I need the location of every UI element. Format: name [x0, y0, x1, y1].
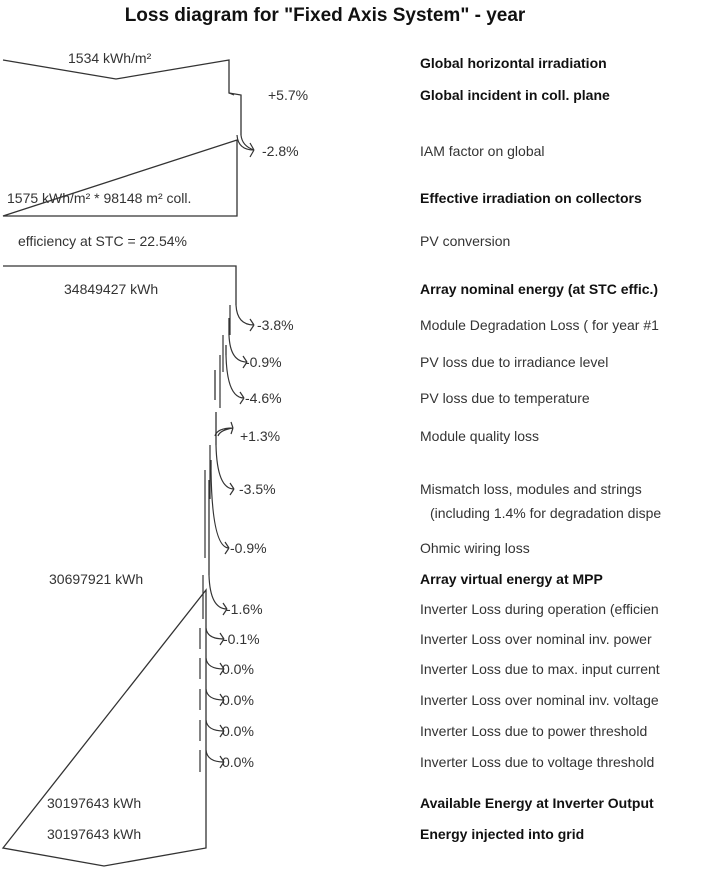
step-percent: -3.5% — [239, 481, 276, 497]
step-percent: -3.8% — [257, 317, 294, 333]
row-label: Effective irradiation on collectors — [420, 190, 642, 206]
row-label: Array virtual energy at MPP — [420, 571, 603, 587]
step-percent: -0.1% — [223, 631, 260, 647]
gain-arrow — [215, 422, 233, 436]
stc-efficiency-value: efficiency at STC = 22.54% — [18, 233, 187, 249]
loss-arrow — [200, 658, 224, 679]
row-label: Inverter Loss over nominal inv. power — [420, 631, 652, 647]
row-label: PV loss due to irradiance level — [420, 354, 609, 370]
step-percent: 0.0% — [222, 661, 254, 677]
row-label: Module quality loss — [420, 428, 540, 444]
row-label: Global horizontal irradiation — [420, 55, 607, 71]
row-label: Module Degradation Loss ( for year #1 — [420, 317, 659, 333]
row-label: Ohmic wiring loss — [420, 540, 530, 556]
row-label: Available Energy at Inverter Output — [420, 795, 654, 811]
step-percent: 0.0% — [222, 692, 254, 708]
row-label: Mismatch loss, modules and strings — [420, 481, 642, 497]
global-horizontal-value: 1534 kWh/m² — [68, 50, 152, 66]
energy-box-outline — [3, 266, 236, 866]
step-percent: -0.9% — [245, 354, 282, 370]
effective-irradiation-value: 1575 kWh/m² * 98148 m² coll. — [7, 190, 192, 206]
row-label: Global incident in coll. plane — [420, 87, 610, 103]
loss-arrow — [200, 720, 224, 741]
row-label: Inverter Loss due to max. input current — [420, 661, 660, 677]
step-percent: +1.3% — [240, 428, 281, 444]
step-percent: 0.0% — [222, 754, 254, 770]
step-percent: -4.6% — [245, 390, 282, 406]
row-label: Inverter Loss over nominal inv. voltage — [420, 692, 659, 708]
step-percent: -2.8% — [262, 143, 299, 159]
diagram-title: Loss diagram for "Fixed Axis System" - year — [124, 5, 526, 26]
step-percent: -0.9% — [230, 540, 267, 556]
loss-arrow — [200, 689, 224, 710]
inverter-output-value: 30197643 kWh — [47, 795, 142, 811]
array-nominal-value: 34849427 kWh — [64, 281, 159, 297]
step-percent: +5.7% — [268, 87, 309, 103]
loss-arrow — [200, 628, 224, 649]
row-label: Inverter Loss due to voltage threshold — [420, 754, 655, 770]
row-label: (including 1.4% for degradation dispe — [430, 505, 662, 521]
step-percent: -1.6% — [226, 601, 263, 617]
row-label: Inverter Loss during operation (efficien — [420, 601, 659, 617]
row-label: IAM factor on global — [420, 143, 545, 159]
step-percent: 0.0% — [222, 723, 254, 739]
loss-arrow — [200, 750, 224, 772]
row-label: PV loss due to temperature — [420, 390, 590, 406]
row-label: Inverter Loss due to power threshold — [420, 723, 648, 739]
loss-arrow — [230, 305, 254, 335]
loss-arrow — [210, 445, 234, 499]
row-label: Energy injected into grid — [420, 826, 585, 842]
array-virtual-value: 30697921 kWh — [49, 571, 144, 587]
iam-loss-arrow — [237, 135, 254, 157]
row-label: PV conversion — [420, 233, 511, 249]
grid-energy-value: 30197643 kWh — [47, 826, 142, 842]
row-label: Array nominal energy (at STC effic.) — [420, 281, 659, 297]
